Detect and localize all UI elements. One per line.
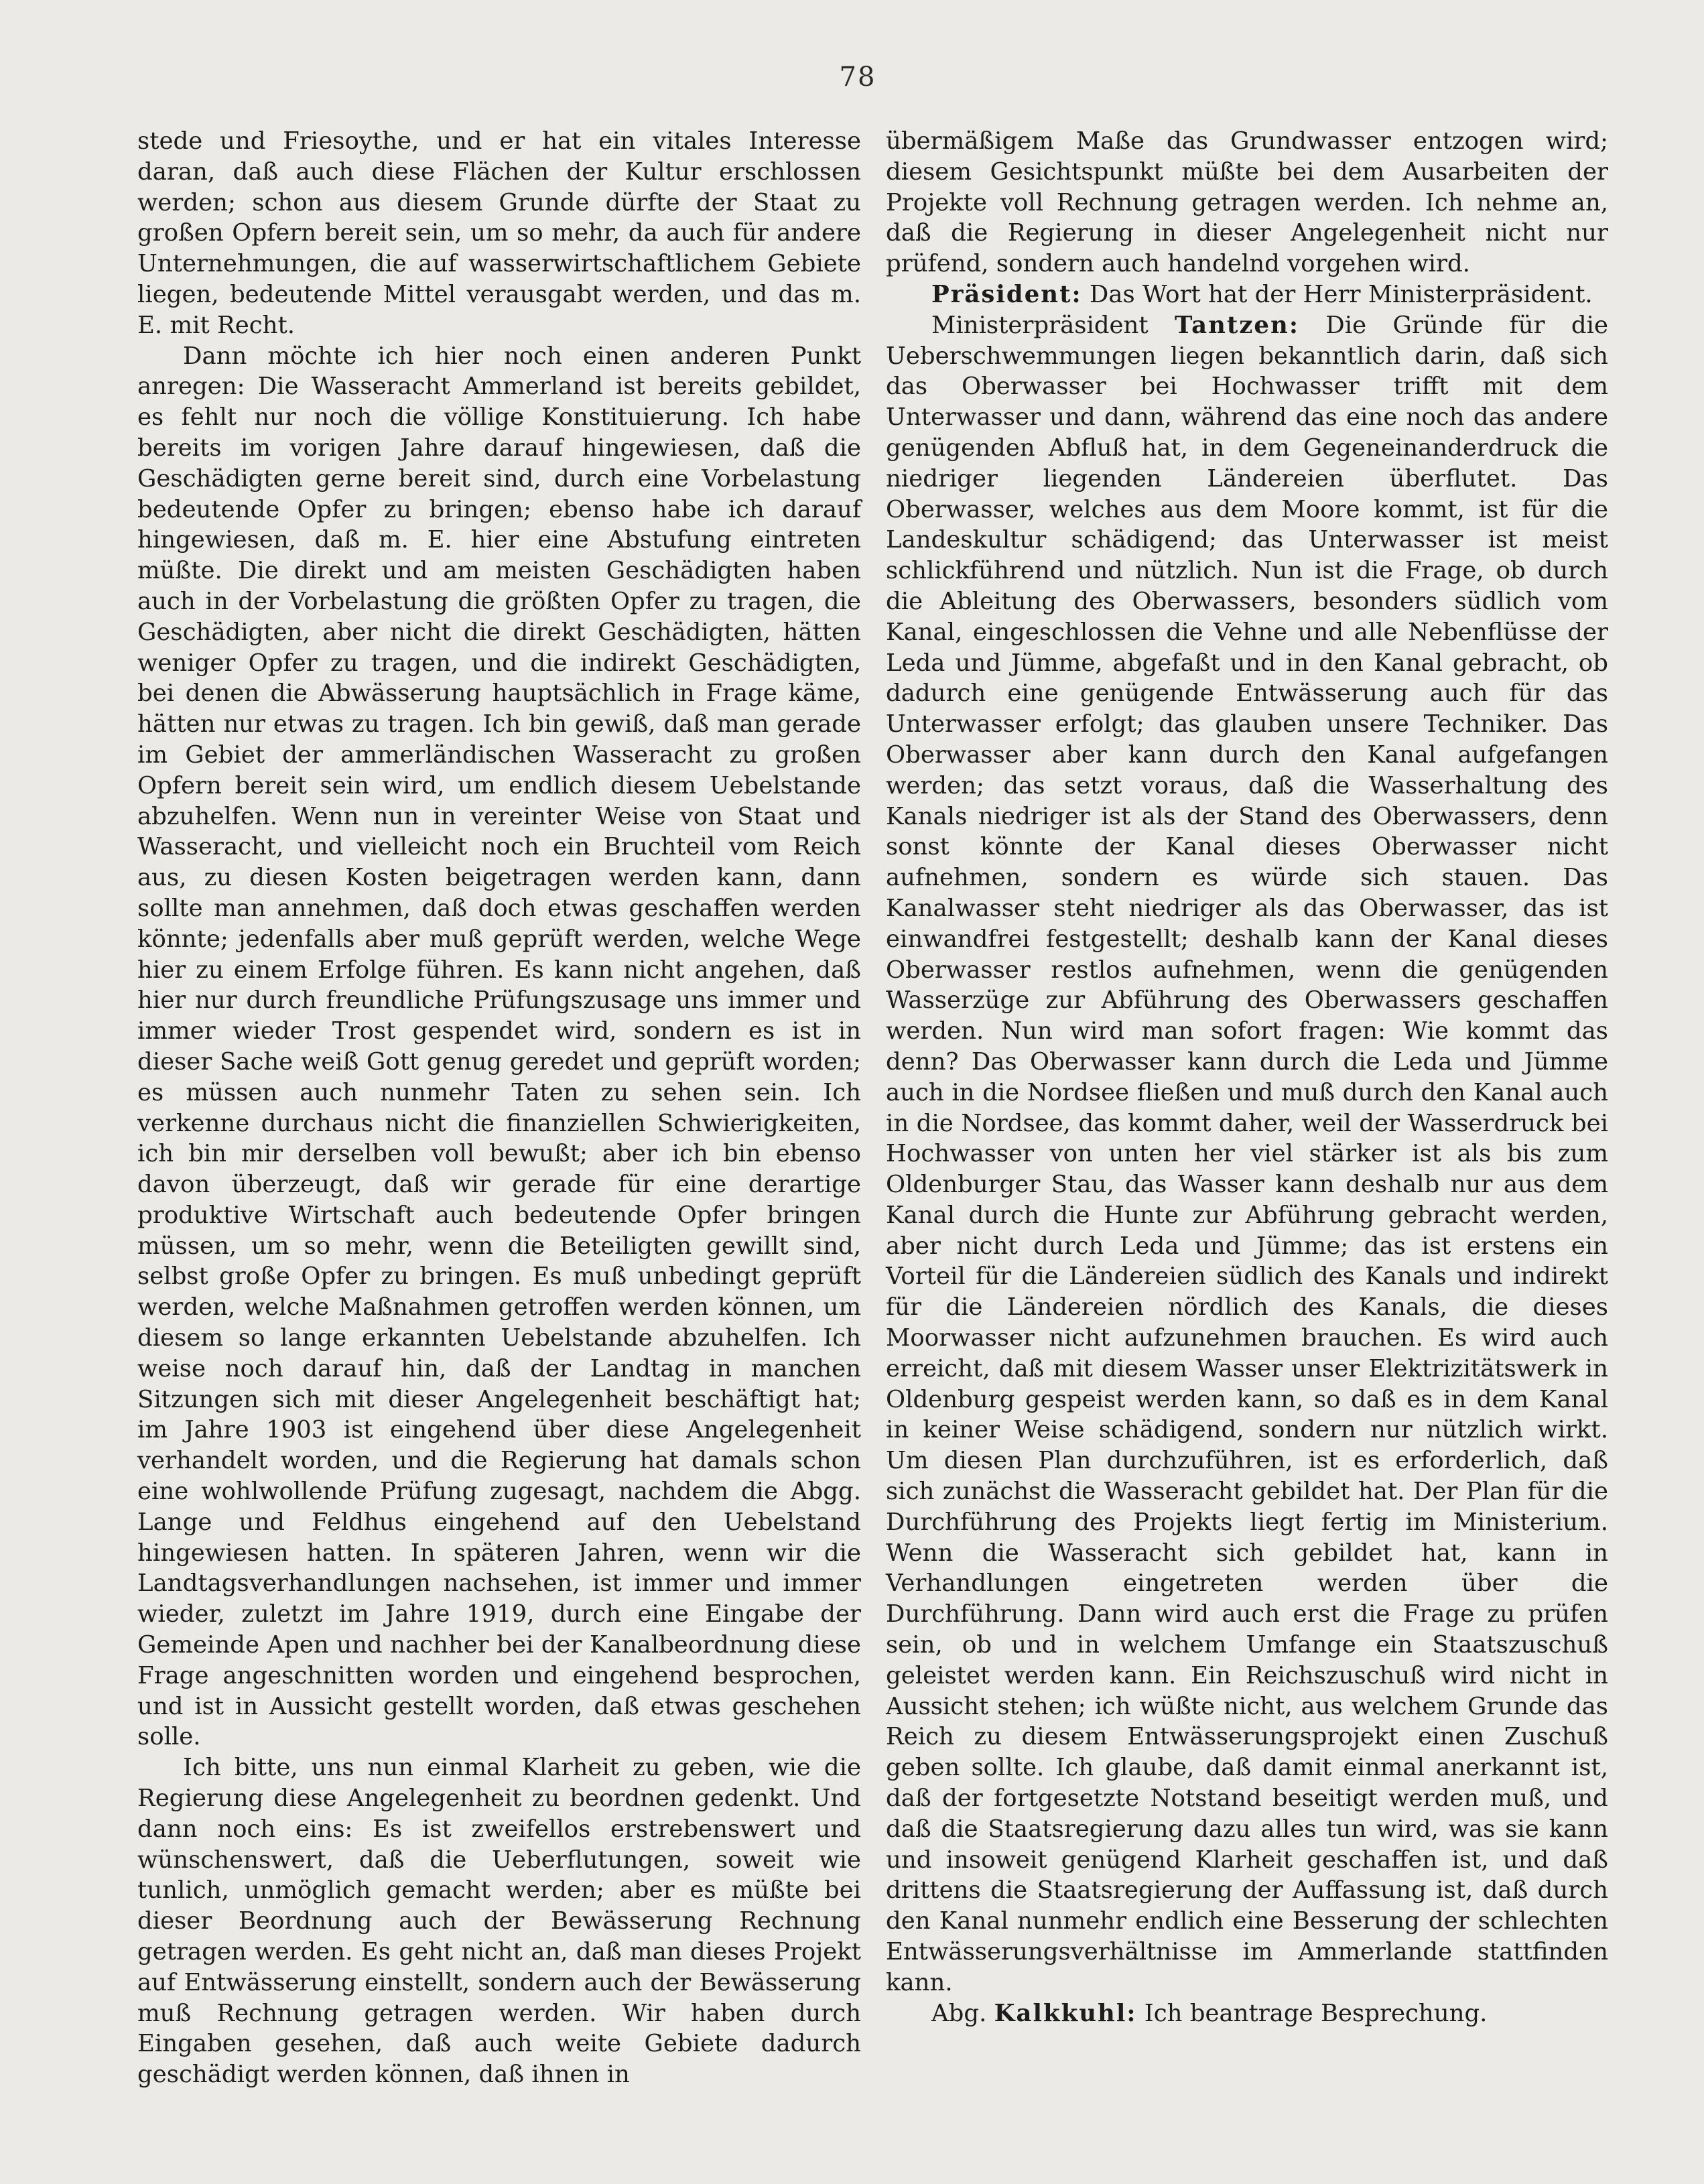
speech-text: Die Gründe für die Ueberschwemmungen liegen bekanntlich darin, daß sich das Oberwasser bei Hochwasser trifft mit dem Unterwasser und dann, während das eine noch das andere genügenden Abfluß hat, in dem Gegeneinanderdruck die niedriger liegenden Ländereien überflutet. Das Oberwasser, welches aus dem Moore kommt, ist für die Landeskultur schädigend; das Unterwasser ist meist schlickführend und nützlich. Nun ist die Frage, ob durch die Ableitung des Oberwassers, besonders südlich vom Kanal, eingeschlossen die Vehne und alle Nebenflüsse der Leda und Jümme, abgefaßt und in den Kanal gebracht, ob dadurch eine genügende Entwässerung auch für das Unterwasser erfolgt; das glauben unsere Techniker. Das Oberwasser aber kann durch den Kanal aufgefangen werden; das setzt voraus, daß die Wasserhaltung des Kanals niedriger ist als der Stand des Oberwassers, denn sonst könnte der Kanal dieses Oberwasser nicht aufnehmen, sondern es würde sich stauen. Das Kanalwasser steht niedriger als das Oberwasser, das ist einwandfrei festgestellt; deshalb kann der Kanal dieses Oberwasser restlos aufnehmen, wenn die genügenden Wasserzüge zur Abführung des Oberwassers geschaffen werden. Nun wird man sofort fragen: Wie kommt das denn? Das Oberwasser kann durch die Leda und Jümme auch in die Nordsee fließen und muß durch den Kanal auch in die Nordsee, das kommt daher, weil der Wasserdruck bei Hochwasser von unten her viel stärker ist als bis zum Oldenburger Stau, das Wasser kann deshalb nur aus dem Kanal durch die Hunte zur Abführung gebracht werden, aber nicht durch Leda und Jümme; das ist erstens ein Vorteil für die Ländereien südlich des Kanals und indirekt für die Ländereien nördlich des Kanals, die dieses Moorwasser nicht aufzunehmen brauchen. Es wird auch erreicht, daß mit diesem Wasser unser Elektrizitätswerk in Oldenburg gespeist werden kann, so daß es in dem Kanal in keiner Weise schädigend, sondern nur nützlich wirkt. Um diesen Plan durchzuführen, ist es erforderlich, daß sich zunächst die Wasseracht gebildet hat. Der Plan für die Durchführung des Projekts liegt fertig im Ministerium. Wenn die Wasseracht sich gebildet hat, kann in Verhandlungen eingetreten werden über die Durchführung. Dann wird auch erst die Frage zu prüfen sein, ob und in welchem Umfange ein Staatszuschuß geleistet werden kann. Ein Reichszuschuß wird nicht in Aussicht stehen; ich wüßte nicht, aus welchem Grunde das Reich zu diesem Entwässerungsprojekt einen Zuschuß geben sollte. Ich glaube, daß damit einmal anerkannt ist, daß der fortgesetzte Notstand beseitigt werden muß, und daß die Staatsregierung dazu alles tun wird, was sie kann und insoweit genügend Klarheit geschaffen ist, und daß drittens die Staatsregierung der Auffassung ist, daß durch den Kanal nunmehr endlich eine Besserung der schlechten Entwässerungsverhältnisse im Ammerlande stattfinden kann.: [886, 311, 1609, 1996]
speaker-name: Präsident:: [931, 280, 1082, 308]
left-paragraph-1: stede und Friesoythe, und er hat ein vitales Interesse daran, daß auch diese Flächen der Kultur erschlossen werden; schon aus diesem Grunde dürfte der Staat zu großen Opfern bereit sein, um so mehr, da auch für andere Unternehmungen, die auf wasserwirtschaftlichem Gebiete liegen, bedeutende Mittel verausgabt werden, und das m. E. mit Recht.: [137, 127, 861, 339]
page-number: 78: [839, 62, 876, 92]
speaker-name: Tantzen:: [1175, 311, 1299, 339]
right-column: [886, 126, 1608, 2029]
speech-ministerpraesident: [886, 310, 1608, 1998]
speech-praesident: [886, 279, 1608, 310]
speech-abg-kalkkuhl: [886, 1998, 1608, 2029]
speech-text: Das Wort hat der Herr Ministerpräsident.: [1089, 280, 1593, 308]
speaker-title: Ministerpräsident: [931, 311, 1149, 339]
speaker-title: Abg.: [931, 1999, 987, 2027]
right-continuation-paragraph: übermäßigem Maße das Grundwasser entzogen wird; diesem Gesichtspunkt müßte bei dem Ausarbeiten der Projekte voll Rechnung getragen werden. Ich nehme an, daß die Regierung in dieser Angelegenheit nicht nur prüfend, sondern auch handelnd vorgehen wird.: [886, 127, 1608, 278]
left-paragraph-3: Ich bitte, uns nun einmal Klarheit zu geben, wie die Regierung diese Angelegenheit zu beordnen gedenkt. Und dann noch eins: Es ist zweifellos erstrebenswert und wünschenswert, daß die Ueberflutungen, soweit wie tunlich, unmöglich gemacht werden; aber es müßte bei dieser Beordnung auch der Bewässerung Rechnung getragen werden. Es geht nicht an, daß man dieses Projekt auf Entwässerung einstellt, sondern auch der Bewässerung muß Rechnung getragen werden. Wir haben durch Eingaben gesehen, daß auch weite Gebiete dadurch geschädigt werden können, daß ihnen in: [137, 1754, 861, 2089]
left-column: [137, 126, 861, 2090]
left-paragraph-2: Dann möchte ich hier noch einen anderen Punkt anregen: Die Wasseracht Ammerland ist bereits gebildet, es fehlt nur noch die völlige Konstituierung. Ich habe bereits im vorigen Jahre darauf hingewiesen, daß die Geschädigten gerne bereit sind, durch eine Vorbelastung bedeutende Opfer zu bringen; ebenso habe ich darauf hingewiesen, daß m. E. hier eine Abstufung eintreten müßte. Die direkt und am meisten Geschädigten haben auch in der Vorbelastung die größten Opfer zu tragen, die Geschädigten, aber nicht die direkt Geschädigten, hätten weniger Opfer zu tragen, und die indirekt Geschädigten, bei denen die Abwässerung hauptsächlich in Frage käme, hätten nur etwas zu tragen. Ich bin gewiß, daß man gerade im Gebiet der ammerländischen Wasseracht zu großen Opfern bereit sein wird, um endlich diesem Uebelstande abzuhelfen. Wenn nun in vereinter Weise von Staat und Wasseracht, und vielleicht noch ein Bruchteil vom Reich aus, zu diesen Kosten beigetragen werden kann, dann sollte man annehmen, daß doch etwas geschaffen werden könnte; jedenfalls aber muß geprüft werden, welche Wege hier zu einem Erfolge führen. Es kann nicht angehen, daß hier nur durch freundliche Prüfungszusage uns immer und immer wieder Trost gespendet wird, sondern es ist in dieser Sache weiß Gott genug geredet und geprüft worden; es müssen auch nunmehr Taten zu sehen sein. Ich verkenne durchaus nicht die finanziellen Schwierigkeiten, ich bin mir derselben voll bewußt; aber ich bin ebenso davon überzeugt, daß wir gerade für eine derartige produktive Wirtschaft auch bedeutende Opfer bringen müssen, um so mehr, wenn die Beteiligten gewillt sind, selbst große Opfer zu bringen. Es muß unbedingt geprüft werden, welche Maßnahmen getroffen werden können, um diesem so lange erkannten Uebelstande abzuhelfen. Ich weise noch darauf hin, daß der Landtag in manchen Sitzungen sich mit dieser Angelegenheit beschäftigt hat; im Jahre 1903 ist eingehend über diese Angelegenheit verhandelt worden, und die Regierung hat damals schon eine wohlwollende Prüfung zugesagt, nachdem die Abgg. Lange und Feldhus eingehend auf den Uebelstand hingewiesen hatten. In späteren Jahren, wenn wir die Landtagsverhandlungen nachsehen, ist immer und immer wieder, zuletzt im Jahre 1919, durch eine Eingabe der Gemeinde Apen und nachher bei der Kanalbeordnung diese Frage angeschnitten worden und eingehend besprochen, und ist in Aussicht gestellt worden, daß etwas geschehen solle.: [137, 342, 861, 1751]
speaker-name: Kalkkuhl:: [994, 1999, 1137, 2027]
speech-text: Ich beantrage Besprechung.: [1144, 1999, 1488, 2027]
